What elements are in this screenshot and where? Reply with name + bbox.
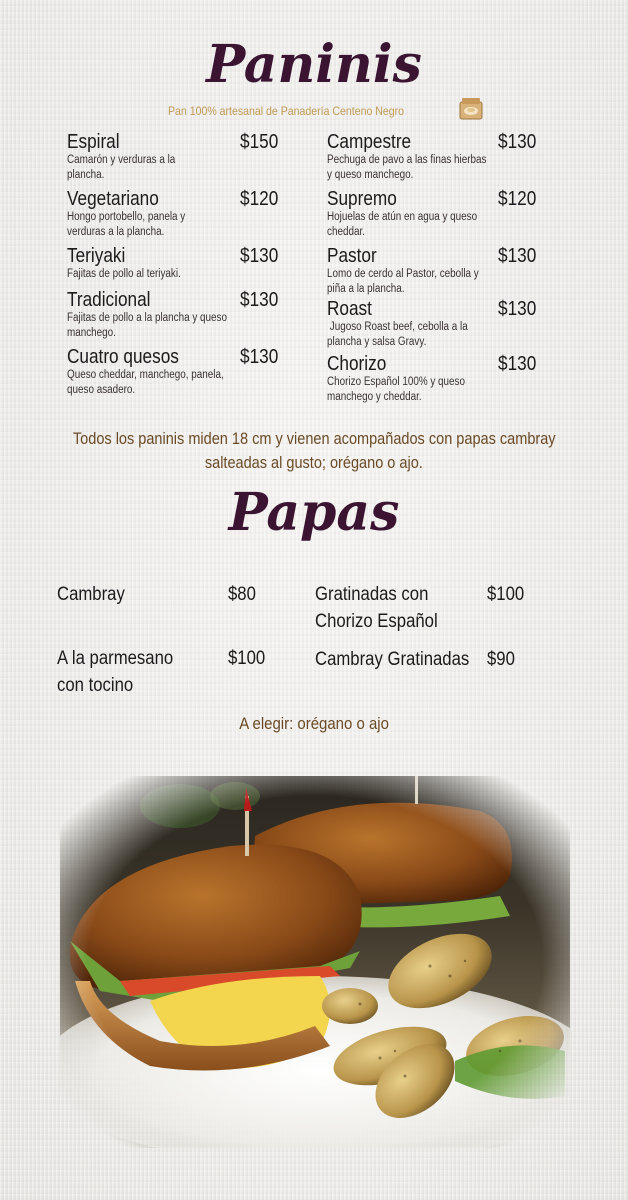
panini-teriyaki: [67, 245, 297, 282]
item-name: Teriyaki: [67, 245, 126, 267]
papa-parmesano: [57, 645, 297, 699]
item-price: $130: [498, 298, 537, 320]
item-price: $150: [240, 131, 279, 153]
panini-chorizo: [327, 353, 557, 405]
item-desc: Jugoso Roast beef, cebolla a la plancha y salsa Gravy.: [327, 321, 468, 348]
panini-photo: [60, 776, 570, 1148]
item-desc: Hongo portobello, panela y verduras a la plancha.: [67, 211, 186, 238]
item-name: Chorizo: [327, 353, 387, 375]
panini-tradicional: [67, 289, 297, 341]
item-desc: Fajitas de pollo al teriyaki.: [67, 268, 181, 280]
item-name: Campestre: [327, 131, 412, 153]
item-price: $130: [498, 245, 537, 267]
papa-cambray-gratinadas: [315, 646, 555, 673]
item-price: $130: [240, 289, 279, 311]
papa-cambray: [57, 581, 297, 608]
papa-name: Gratinadas con: [315, 584, 429, 605]
item-price: $120: [498, 188, 537, 210]
papa-gratinadas-chorizo: [315, 581, 555, 635]
item-name: Supremo: [327, 188, 397, 210]
panini-roast: [327, 298, 557, 350]
item-price: $130: [240, 245, 279, 267]
item-price: $120: [240, 188, 279, 210]
item-name: Roast: [327, 298, 372, 320]
item-desc: Fajitas de pollo a la plancha y queso manchego.: [67, 312, 228, 339]
item-price: $130: [498, 353, 537, 375]
item-desc: Queso cheddar, manchego, panela, queso asadero.: [67, 369, 224, 396]
item-desc: Lomo de cerdo al Pastor, cebolla y piña a la plancha.: [327, 268, 479, 295]
papa-name: A la parmesano: [57, 648, 174, 669]
item-desc: Pechuga de pavo a las finas hierbas y queso manchego.: [327, 154, 487, 181]
paninis-title: Paninis: [206, 34, 422, 95]
papa-name: Cambray Gratinadas: [315, 649, 470, 670]
bread-bag-icon: [458, 96, 484, 120]
papa-price: $100: [228, 648, 266, 669]
papa-name: con tocino: [57, 675, 134, 696]
item-name: Vegetariano: [67, 188, 159, 210]
item-price: $130: [240, 346, 279, 368]
item-desc: Chorizo Español 100% y queso manchego y cheddar.: [327, 376, 466, 403]
item-name: Tradicional: [67, 289, 151, 311]
papas-title: Papas: [228, 482, 400, 543]
papa-price: $100: [487, 584, 525, 605]
papa-name: Cambray: [57, 584, 125, 605]
item-name: Cuatro quesos: [67, 346, 179, 368]
papa-price: $90: [487, 649, 515, 670]
item-name: Espiral: [67, 131, 120, 153]
panini-espiral: [67, 131, 297, 183]
paninis-subtitle: Pan 100% artesanal de Panadería Centeno Negro: [168, 104, 405, 118]
panini-pastor: [327, 245, 557, 297]
item-desc: Camarón y verduras a la plancha.: [67, 154, 176, 181]
papa-name: Chorizo Español: [315, 611, 438, 632]
panini-cuatro-quesos: [67, 346, 297, 398]
panini-campestre: [327, 131, 557, 183]
panini-supremo: [327, 188, 557, 240]
item-price: $130: [498, 131, 537, 153]
papas-note: A elegir: orégano o ajo: [239, 714, 389, 733]
papa-price: $80: [228, 584, 256, 605]
item-name: Pastor: [327, 245, 377, 267]
panini-vegetariano: [67, 188, 297, 240]
paninis-note: Todos los paninis miden 18 cm y vienen acompañados con papas cambray salteadas al gusto; orégano o ajo.: [72, 430, 556, 472]
item-desc: Hojuelas de atún en agua y queso cheddar.: [327, 211, 478, 238]
